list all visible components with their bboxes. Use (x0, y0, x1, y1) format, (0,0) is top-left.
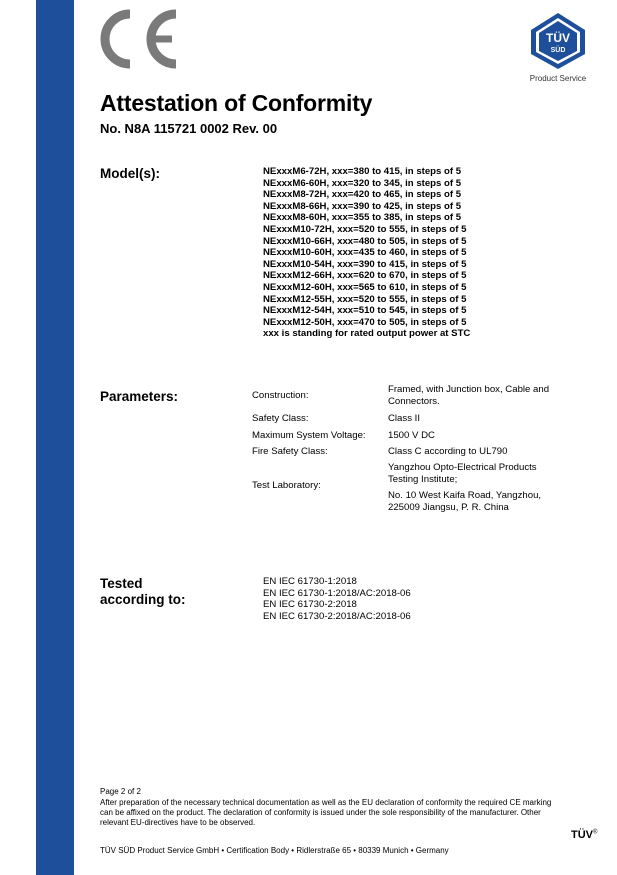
tested-standards-list (263, 576, 411, 622)
tuv-logo-caption: Product Service (529, 74, 587, 83)
test-lab-line-3: No. 10 West Kaifa Road, Yangzhou, (388, 490, 542, 501)
certificate-sidebar (36, 0, 101, 875)
models-list (263, 166, 470, 340)
document-title: Attestation of Conformity (100, 90, 373, 116)
footer-tuv-reg: ® (593, 829, 598, 836)
standard-item: EN IEC 61730-1:2018 (263, 576, 357, 587)
model-item: NExxxM10-66H, xxx=480 to 505, in steps of 5 (263, 235, 467, 247)
model-item: NExxxM12-50H, xxx=470 to 505, in steps of 5 (263, 316, 467, 328)
fire-safety-value: Class C according to UL790 (388, 446, 508, 457)
model-item: NExxxM8-60H, xxx=355 to 385, in steps of 5 (263, 212, 462, 224)
safety-class-value: Class II (388, 413, 420, 424)
test-lab-key: Test Laboratory: (252, 480, 321, 491)
model-note: xxx is standing for rated output power at STC (263, 328, 471, 340)
model-item: NExxxM12-66H, xxx=620 to 670, in steps of 5 (263, 270, 467, 282)
construction-value-line-2: Connectors. (388, 395, 440, 407)
model-item: NExxxM10-72H, xxx=520 to 555, in steps of 5 (263, 223, 467, 235)
test-lab-line-1: Yangzhou Opto-Electrical Products (388, 462, 537, 473)
model-item: NExxxM12-60H, xxx=565 to 610, in steps of 5 (263, 281, 467, 293)
model-item: NExxxM10-54H, xxx=390 to 415, in steps of 5 (263, 258, 467, 270)
max-voltage-key: Maximum System Voltage: (252, 430, 366, 441)
model-item: NExxxM10-60H, xxx=435 to 460, in steps of 5 (263, 247, 467, 259)
models-label: Model(s): (100, 166, 160, 181)
construction-value-line-1: Framed, with Junction box, Cable and (388, 384, 550, 395)
tested-label-line-1: Tested (100, 576, 143, 591)
footer-note: After preparation of the necessary technical documentation as well as the EU declaration of conformity the required CE marking can be affixed on the product. The declaration of conformity is issued under the sole responsibility of the manufacturer. Other relevant EU-directives have to be observed. (100, 798, 552, 827)
footer-address: TÜV SÜD Product Service GmbH • Certification Body • Ridlerstraße 65 • 80339 Munich • Germany (100, 846, 449, 855)
parameters-label: Parameters: (100, 389, 179, 404)
model-item: NExxxM8-66H, xxx=390 to 425, in steps of 5 (263, 200, 462, 212)
tuv-sud-logo-icon (529, 12, 587, 70)
fire-safety-key: Fire Safety Class: (252, 446, 328, 457)
tuv-logo-sub: SÜD (550, 47, 566, 54)
max-voltage-value: 1500 V DC (388, 430, 435, 441)
model-item: NExxxM12-54H, xxx=510 to 545, in steps of 5 (263, 305, 467, 317)
sidebar-certificate-text: ZERTIFIKAT ◆ CERTIFICATE ◆ 認證證書 ◆ СЕРТИФИКАТ ◆ CERTIFICADO ◆ CERTIFICAT (82, 33, 101, 841)
standard-item: EN IEC 61730-1:2018/AC:2018-06 (263, 587, 411, 599)
standard-item: EN IEC 61730-2:2018 (263, 599, 357, 611)
page-number: Page 2 of 2 (100, 787, 141, 796)
construction-key: Construction: (252, 390, 309, 401)
model-item: NExxxM12-55H, xxx=520 to 555, in steps of 5 (263, 293, 467, 305)
tested-label-line-2: according to: (100, 592, 186, 607)
model-item: NExxxM6-72H, xxx=380 to 415, in steps of 5 (263, 166, 462, 177)
model-item: NExxxM8-72H, xxx=420 to 465, in steps of 5 (263, 189, 462, 201)
document-number: No. N8A 115721 0002 Rev. 00 (100, 121, 278, 136)
footer-tuv-mark (571, 829, 597, 841)
tuv-logo-brand: TÜV (546, 31, 570, 45)
ce-mark-icon (96, 8, 181, 70)
standard-item: EN IEC 61730-2:2018/AC:2018-06 (263, 610, 411, 622)
footer-tuv-text: TÜV (571, 829, 593, 841)
test-lab-line-2: Testing Institute; (388, 473, 458, 485)
model-item: NExxxM6-60H, xxx=320 to 345, in steps of 5 (263, 177, 462, 189)
test-lab-line-4: 225009 Jiangsu, P. R. China (388, 501, 509, 513)
safety-class-key: Safety Class: (252, 413, 309, 424)
